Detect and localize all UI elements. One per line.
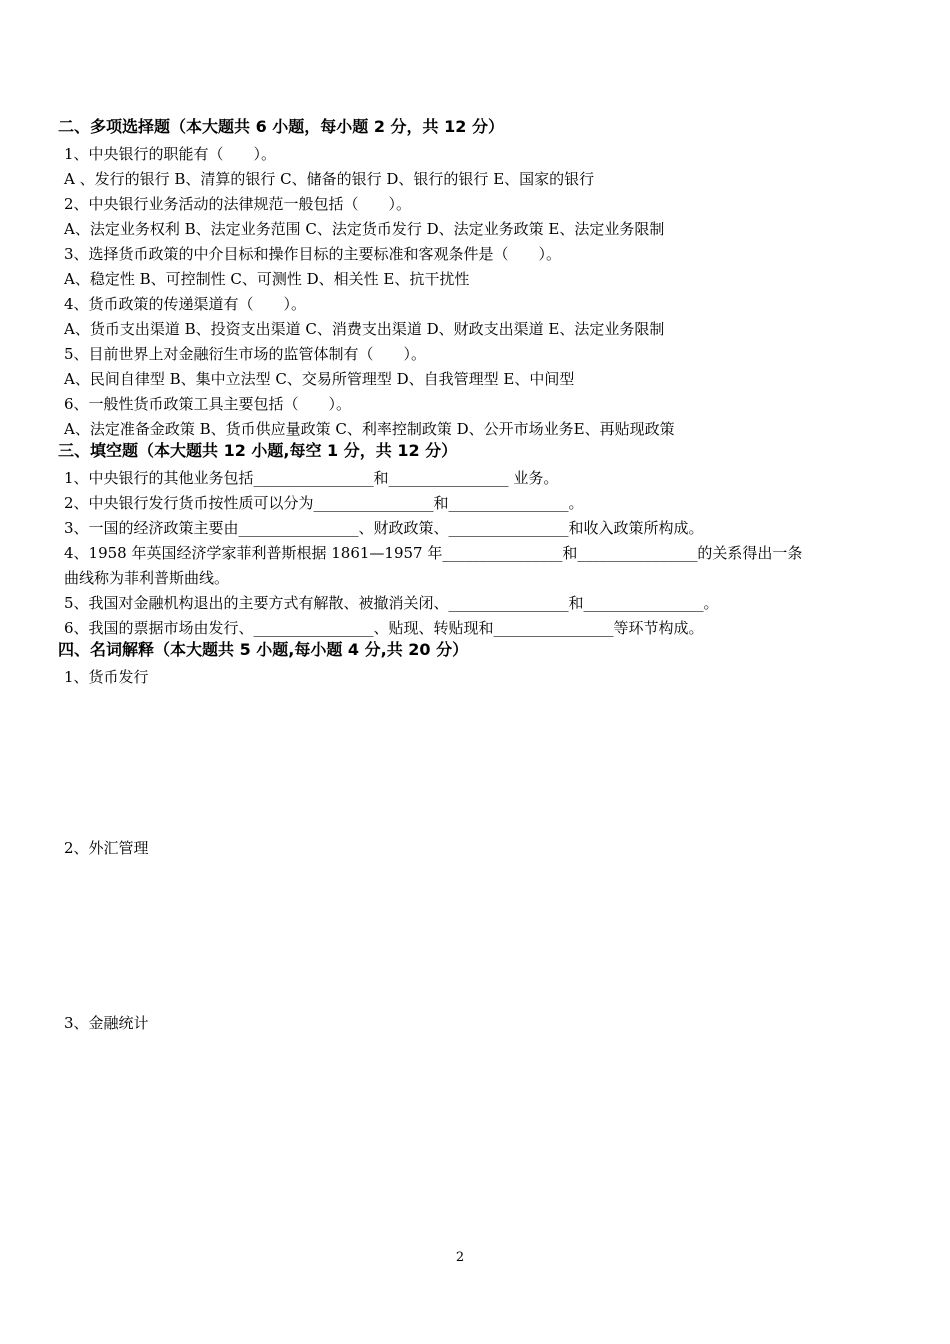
section4-term-2: 2、外汇管理 — [64, 839, 149, 857]
section3-q2: 2、中央银行发行货币按性质可以分为________________和________________。 — [64, 494, 584, 512]
section2-q1-options: A 、发行的银行 B、清算的银行 C、储备的银行 D、银行的银行 E、国家的银行 — [64, 170, 595, 188]
section2-q2-options: A、法定业务权利 B、法定业务范围 C、法定货币发行 D、法定业务政策 E、法定业务限制 — [64, 220, 665, 238]
section3-q4: 4、1958 年英国经济学家菲利普斯根据 1861—1957 年________________和________________的关系得出一条 — [64, 544, 803, 562]
section3-q1: 1、中央银行的其他业务包括________________和________________ 业务。 — [64, 469, 559, 487]
section4-heading: 四、名词解释（本大题共 5 小题,每小题 4 分,共 20 分） — [58, 640, 469, 659]
section3-q4-continued: 曲线称为菲利普斯曲线。 — [64, 569, 230, 587]
section4-term-1: 1、货币发行 — [64, 668, 149, 686]
section2-q6: 6、一般性货币政策工具主要包括（ ）。 — [64, 395, 352, 413]
section2-q5-options: A、民间自律型 B、集中立法型 C、交易所管理型 D、自我管理型 E、中间型 — [64, 370, 575, 388]
section2-q1: 1、中央银行的职能有（ ）。 — [64, 145, 277, 163]
section2-q6-options: A、法定准备金政策 B、货币供应量政策 C、利率控制政策 D、公开市场业务E、再贴现政策 — [64, 420, 675, 438]
page-number: 2 — [455, 1250, 465, 1265]
section3-q5: 5、我国对金融机构退出的主要方式有解散、被撤消关闭、________________和________________。 — [64, 594, 719, 612]
section2-q2: 2、中央银行业务活动的法律规范一般包括（ ）。 — [64, 195, 412, 213]
section2-q4-options: A、货币支出渠道 B、投资支出渠道 C、消费支出渠道 D、财政支出渠道 E、法定业务限制 — [64, 320, 665, 338]
section2-q4: 4、货币政策的传递渠道有（ ）。 — [64, 295, 307, 313]
section2-q5: 5、目前世界上对金融衍生市场的监管体制有（ ）。 — [64, 345, 427, 363]
section3-heading: 三、填空题（本大题共 12 小题,每空 1 分，共 12 分） — [58, 441, 458, 460]
section3-q3: 3、一国的经济政策主要由________________、财政政策、________________和收入政策所构成。 — [64, 519, 704, 537]
section2-q3: 3、选择货币政策的中介目标和操作目标的主要标准和客观条件是（ ）。 — [64, 245, 562, 263]
section4-term-3: 3、金融统计 — [64, 1014, 149, 1032]
section3-q6: 6、我国的票据市场由发行、________________、贴现、转贴现和________________等环节构成。 — [64, 619, 704, 637]
section2-heading: 二、多项选择题（本大题共 6 小题，每小题 2 分，共 12 分） — [58, 117, 504, 136]
section2-q3-options: A、稳定性 B、可控制性 C、可测性 D、相关性 E、抗干扰性 — [64, 270, 470, 288]
